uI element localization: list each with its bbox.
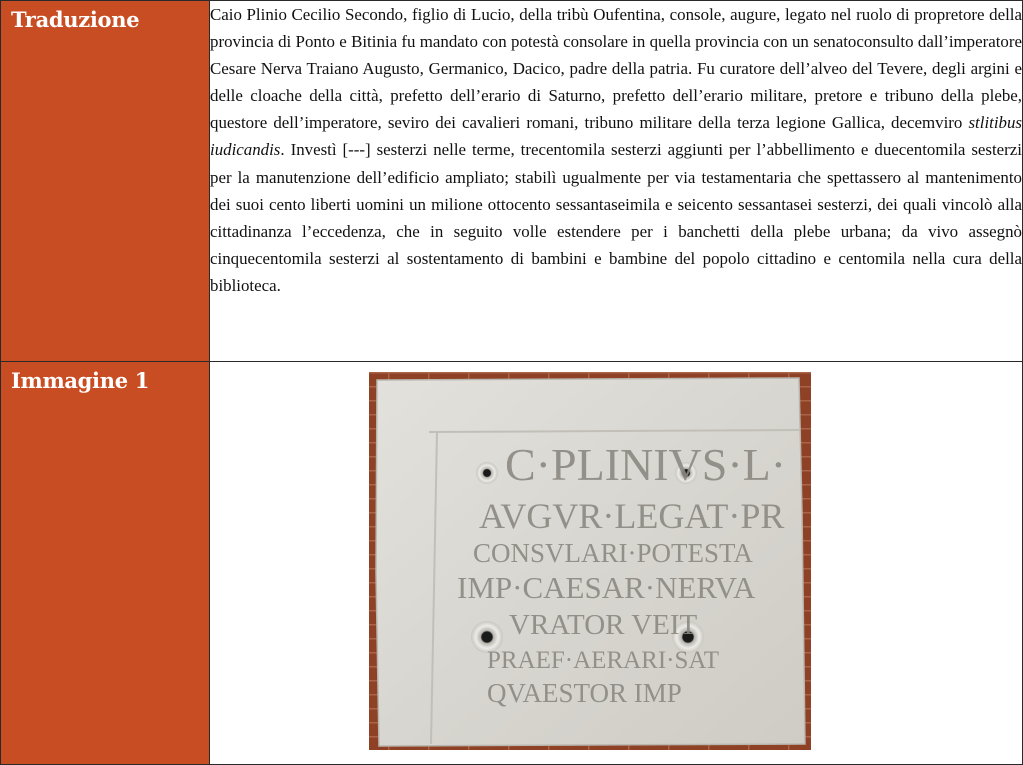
translation-text-part2: . Investì [---] sesterzi nelle terme, trecentomila sesterzi aggiunti per l’abbellimento e duecentomila sesterzi per la manutenzione dell’edificio ampliato; stabilì ugualmente per via testamentaria che spettassero al mantenimento dei suoi cento liberti uomini un milione ottocento sessantaseimila e seicento sessantasei sesterzi, dei quali vincolò alla cittadinanza l’eccedenza, che in seguito volle estendere per i banchetti della plebe urbana; da vivo assegnò cinquecentomila sesterzi al sostentamento di bambini e bambine del popolo cittadino e centomila nella cura della biblioteca. — [210, 140, 1022, 295]
image-row — [1, 362, 1023, 765]
inscription-line-3: CONSVLARI·POTESTA — [473, 538, 753, 568]
translation-text-cell — [210, 1, 1023, 362]
translation-label-cell — [1, 1, 210, 362]
image-label-cell — [1, 362, 210, 765]
translation-label: Traduzione — [11, 7, 140, 32]
inscription-line-4: IMP·CAESAR·NERVA — [457, 570, 756, 605]
image-cell — [210, 362, 1023, 765]
image-label: Immagine 1 — [11, 368, 150, 393]
translation-text-part1: Caio Plinio Cecilio Secondo, figlio di Lucio, della tribù Oufentina, console, augure, legato nel ruolo di propretore della provincia di Ponto e Bitinia fu mandato con potestà consolare in quella provincia con un senatoconsulto dall’imperatore Cesare Nerva Traiano Augusto, Germanico, Dacico, padre della patria. Fu curatore dell’alveo del Tevere, degli argini e delle cloache della città, prefetto dell’erario di Saturno, prefetto dell’erario militare, pretore e tribuno della plebe, questore dell’imperatore, seviro dei cavalieri romani, tribuno militare della terza legione Gallica, decemviro — [210, 5, 1022, 133]
inscription-hole — [476, 462, 498, 484]
translation-paragraph — [210, 1, 1022, 299]
inscription-photo — [369, 372, 811, 750]
inscription-line-6: PRAEF·AERARI·SAT — [487, 647, 719, 674]
inscription-line-5: VRATOR VEIT — [509, 609, 698, 641]
translation-text-italic: stlitibus iudicandis — [210, 113, 1022, 160]
translation-row — [1, 1, 1023, 362]
inscription-line-2: AVGVR·LEGAT·PR — [479, 496, 785, 536]
inscription-line-1: C·PLINIVS·L· — [505, 439, 787, 490]
inscription-stone-svg — [369, 372, 811, 750]
inscription-line-7: QVAESTOR IMP — [487, 678, 682, 708]
